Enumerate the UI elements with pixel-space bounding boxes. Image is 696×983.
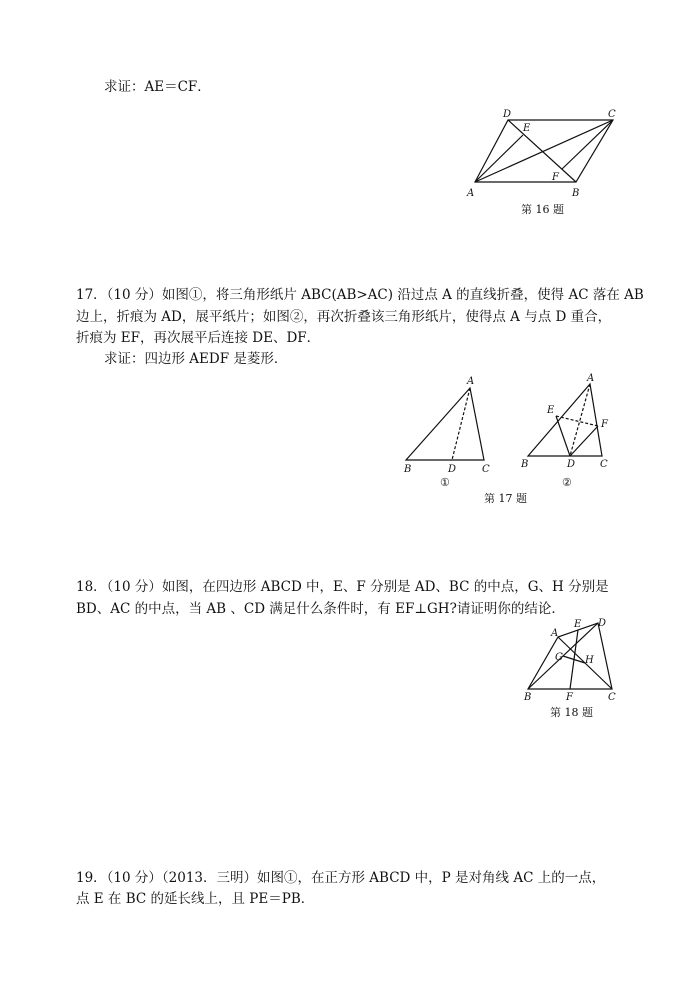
q16-label-d: D: [503, 109, 512, 120]
q17-fig2-label-d: D: [567, 459, 576, 470]
q16-label-a: A: [467, 188, 475, 199]
q16-label-e: E: [523, 123, 531, 134]
q16-figure: [465, 106, 625, 206]
q18-label-e: E: [574, 619, 582, 630]
q17-fig2-label-f: F: [601, 419, 608, 430]
q17-caption: 第 17 题: [484, 492, 527, 505]
q17-fig1-label-d: D: [448, 464, 457, 475]
q18-label-c: C: [608, 692, 616, 703]
q17-fig1-mark: ①: [440, 476, 450, 489]
q17-fig2-label-a: A: [587, 373, 595, 384]
q16-caption: 第 16 题: [521, 203, 564, 216]
q16-prove-text: 求证：AE＝CF．: [104, 79, 211, 95]
q16-label-f: F: [552, 172, 559, 183]
q17-fig1-label-b: B: [404, 464, 412, 475]
q17-prove-text: 求证：四边形 AEDF 是菱形．: [104, 351, 288, 367]
q18-label-h: H: [585, 655, 594, 666]
q18-label-f: F: [566, 692, 573, 703]
q17-line-3: 折痕为 EF，再次展平后连接 DE、DF．: [76, 330, 321, 346]
q16-label-c: C: [608, 109, 616, 120]
q18-line-1: 18．（10 分）如图，在四边形 ABCD 中，E、F 分别是 AD、BC 的中点，G、H 分别是: [76, 579, 609, 595]
q17-line-1: 17．（10 分）如图①，将三角形纸片 ABC(AB>AC) 沿过点 A 的直线折叠，使得 AC 落在 AB: [76, 287, 644, 303]
q17-fig2-label-b: B: [521, 459, 529, 470]
q17-figure-1: [402, 376, 512, 489]
q17-fig2-label-c: C: [600, 459, 608, 470]
q17-fig1-label-c: C: [482, 464, 490, 475]
q18-label-a: A: [551, 628, 559, 639]
q18-figure: [522, 615, 622, 705]
q16-label-b: B: [572, 188, 580, 199]
q18-caption: 第 18 题: [550, 706, 593, 719]
q18-line-2: BD、AC 的中点，当 AB 、CD 满足什么条件时，有 EF⊥GH?请证明你的结论．: [76, 601, 565, 617]
q17-figure-2: [518, 373, 628, 489]
q17-fig2-mark: ②: [562, 476, 572, 489]
q19-line-1: 19．（10 分）（2013．三明）如图①，在正方形 ABCD 中，P 是对角线 AC 上的一点，: [76, 870, 606, 886]
q18-label-g: G: [555, 652, 563, 663]
q19-line-2: 点 E 在 BC 的延长线上，且 PE＝PB．: [76, 891, 315, 907]
q18-label-d: D: [598, 618, 607, 629]
q17-fig1-label-a: A: [467, 376, 475, 387]
q17-fig2-label-e: E: [547, 405, 555, 416]
q17-line-2: 边上，折痕为 AD，展平纸片；如图②，再次折叠该三角形纸片，使得点 A 与点 D 重合，: [76, 309, 612, 325]
q18-label-b: B: [524, 692, 532, 703]
